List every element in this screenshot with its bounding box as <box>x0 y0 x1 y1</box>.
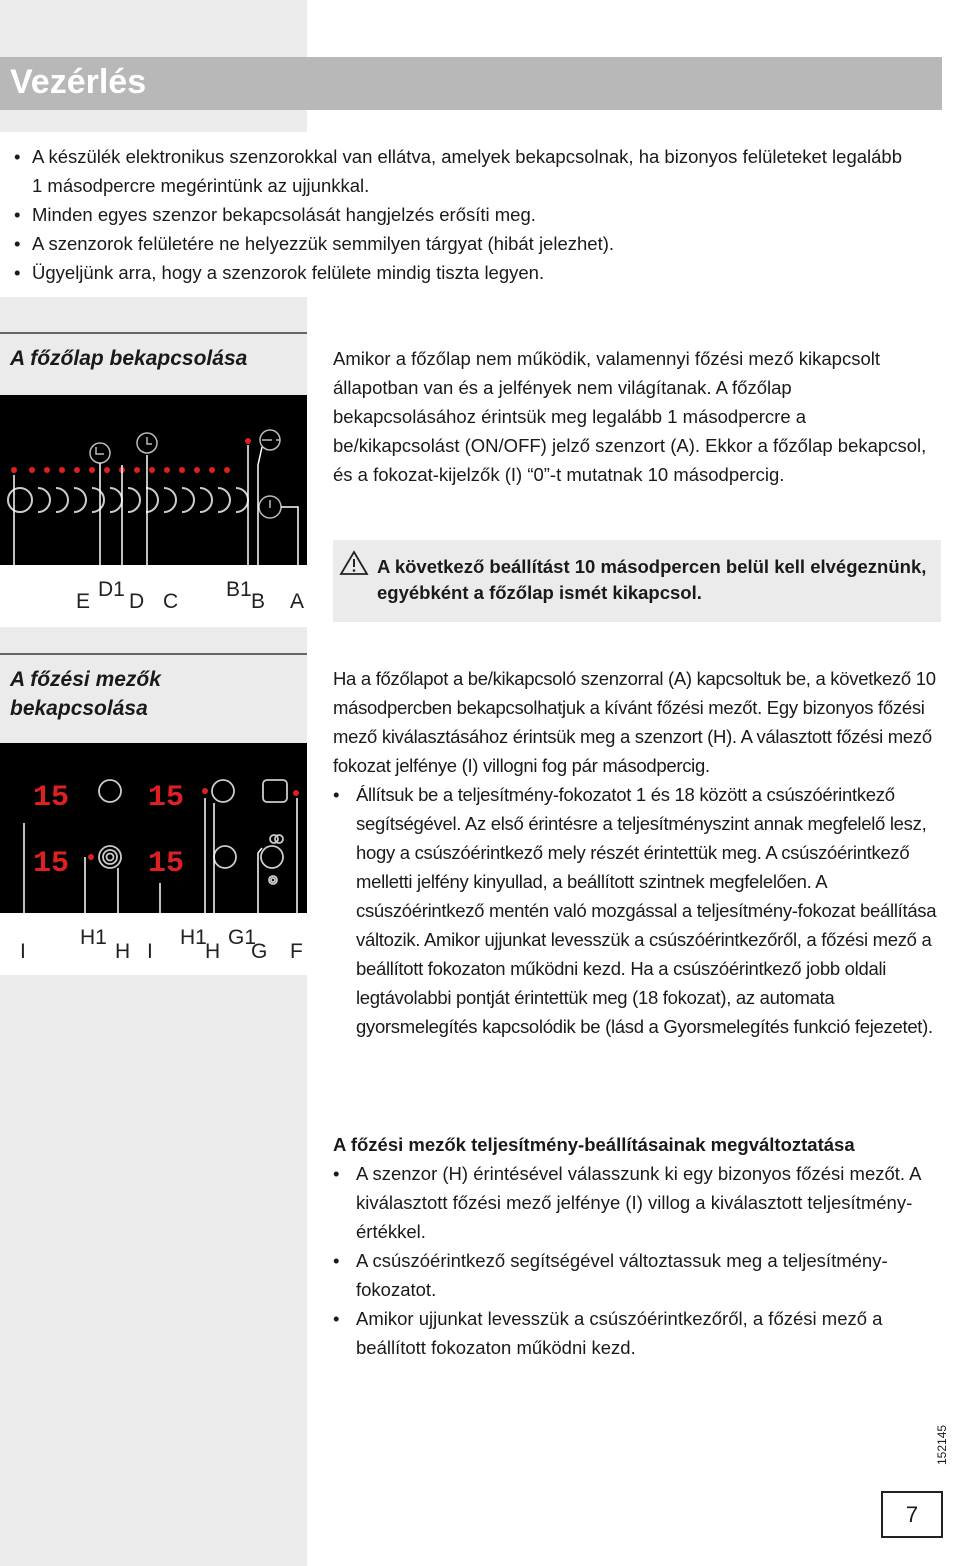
bridge-zone-icon <box>263 780 287 802</box>
label-d1: D1 <box>98 578 125 601</box>
panel1-graphic <box>0 395 307 565</box>
list-item: • Állítsuk be a teljesítmény-fokozatot 1 és 18 között a csúszóérintkező segítségével. Az első érintésre a teljesítményszint annak megfelelő lesz, hogy a csúszóérintkező mely részét érintettük meg. A csúszóérintkező melletti jelfény kinyullad, a beállított szintnek megfelelően. A csúszóérintkező mentén való mozgással a teljesítmény-fokozat beállítása változik. Amikor ujjunkat levesszük a csúszóérintkezőről, a főzési mező a beállított fokozaton működni kezd. Ha a csúszóérintkező jobb oldali legtávolabbi pontját érintettük meg (18 fokozat), az automata gyorsmelegítés kapcsolódik be (lásd a Gyorsmelegítés funkció fejezetet). <box>333 780 945 1041</box>
warning-text: A következő beállítást 10 másodpercen belül kell elvégeznünk, egyébként a főzőlap ismét kikapcsol. <box>377 556 927 603</box>
label-i: I <box>20 940 26 963</box>
led-row <box>11 438 251 473</box>
intro-box <box>0 132 940 297</box>
display-bottom-left: 15 <box>33 847 70 881</box>
label-h1: H1 <box>80 926 107 949</box>
display-bottom-right: 15 <box>148 847 185 881</box>
section1-body: Amikor a főzőlap nem működik, valamennyi főzési mező kikapcsolt állapotban van és a jelfények nem világítanak. A főzőlap bekapcsolásához érintsük meg legalább 1 másodpercre a be/kikapcsolást (ON/OFF) jelző szenzort (A). Ekkor a főzőlap bekapcsol, és a fokozat-kijelzők (I) “0”-t mutatnak 10 másodpercig. <box>333 348 927 485</box>
section2-body <box>333 664 945 1041</box>
display-top-left: 15 <box>33 781 70 815</box>
control-panel-diagram-2 <box>0 743 307 913</box>
control-panel-diagram-1 <box>0 395 307 565</box>
bell-icon <box>90 443 110 463</box>
page-title: Vezérlés <box>10 63 147 101</box>
list-item: • Ügyeljünk arra, hogy a szenzorok felülete mindig tiszta legyen. <box>8 258 908 287</box>
panel2-graphic <box>0 743 307 913</box>
section2-heading <box>0 653 307 723</box>
document-number: 152145 <box>935 1424 949 1465</box>
slider-arcs <box>8 488 248 512</box>
section2-intro: Ha a főzőlapot a be/kikapcsoló szenzorral (A) kapcsoltuk be, a következő 10 másodpercben bekapcsolhatjuk a kívánt főzési mezőt. Egy bizonyos főzési mező kiválasztásához érintsük meg a szenzort (H). A választott főzési mező fokozat jelfénye (I) villogni fog pár másodpercig. <box>333 668 936 776</box>
label-d: D <box>129 590 145 613</box>
page-header <box>0 57 942 110</box>
section2-title <box>0 655 307 723</box>
warning-icon <box>339 550 369 576</box>
section2-title-line1: A főzési mezők <box>10 668 161 691</box>
list-item: • Minden egyes szenzor bekapcsolását hangjelzés erősíti meg. <box>8 200 908 229</box>
label-b1: B1 <box>226 578 252 601</box>
list-item: • A készülék elektronikus szenzorokkal van ellátva, amelyek bekapcsolnak, ha bizonyos felületeket legalább 1 másodpercre megérintünk az ujjunkkal. <box>8 142 908 200</box>
panel1-labels <box>0 565 307 627</box>
zone-sensor-icon <box>261 846 283 868</box>
zone-sensor-icon <box>214 846 236 868</box>
label-h: H <box>205 940 221 963</box>
intro-list <box>8 142 908 287</box>
section2-list <box>333 780 945 1041</box>
display-top-right: 15 <box>148 781 185 815</box>
label-i: I <box>147 940 153 963</box>
page-number: 7 <box>881 1491 943 1538</box>
list-item: • A szenzor (H) érintésével válasszunk ki egy bizonyos főzési mezőt. A kiválasztott főzési mező jelfénye (I) villog a kiválasztott teljesítmény-értékkel. <box>333 1159 933 1246</box>
label-h1: H1 <box>180 926 207 949</box>
section3-list <box>333 1159 933 1362</box>
section3-title: A főzési mezők teljesítmény-beállításainak megváltoztatása <box>333 1134 855 1155</box>
section1-heading <box>0 332 307 373</box>
list-item: • Amikor ujjunkat levesszük a csúszóérintkezőről, a főzési mező a beállított fokozaton működni kezd. <box>333 1304 933 1362</box>
panel2-labels <box>0 913 307 975</box>
zone-sensor-icon <box>212 780 234 802</box>
section1-title: A főzőlap bekapcsolása <box>10 347 248 370</box>
label-c: C <box>163 590 179 613</box>
label-f: F <box>290 940 303 963</box>
label-e: E <box>76 590 91 613</box>
section3-body <box>333 1159 933 1362</box>
label-g1: G1 <box>228 926 257 949</box>
list-item: • A csúszóérintkező segítségével változtassuk meg a teljesítmény-fokozatot. <box>333 1246 933 1304</box>
label-h: H <box>115 940 131 963</box>
label-g: G <box>251 940 268 963</box>
zone-sensor-icon <box>99 780 121 802</box>
warning-box <box>333 540 941 622</box>
section2-title-line2: bekapcsolása <box>10 697 148 720</box>
list-item: • A szenzorok felületére ne helyezzük semmilyen tárgyat (hibát jelezhet). <box>8 229 908 258</box>
label-b: B <box>251 590 266 613</box>
label-a: A <box>290 590 305 613</box>
